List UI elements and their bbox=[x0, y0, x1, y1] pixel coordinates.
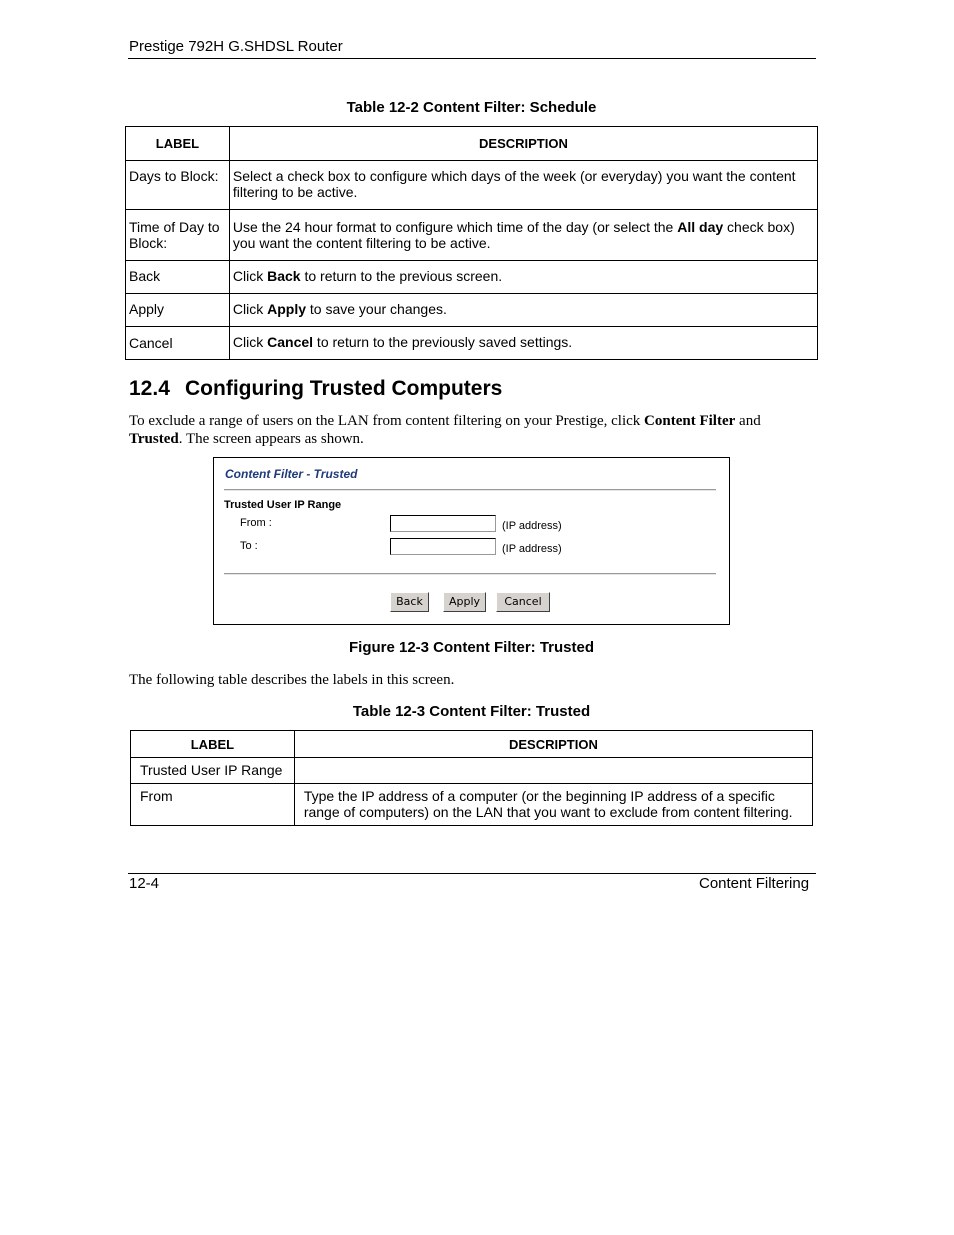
table-row bbox=[126, 327, 818, 360]
row-label: Cancel bbox=[129, 335, 173, 351]
row-label: Trusted User IP Range bbox=[140, 762, 283, 778]
row-description: Type the IP address of a computer (or the beginning IP address of a specific range of computers) on the LAN that you want to exclude from content filtering. bbox=[303, 788, 793, 820]
trusted-range-heading: Trusted User IP Range bbox=[224, 499, 342, 511]
table-12-2-caption: Table 12-2 Content Filter: Schedule bbox=[346, 99, 597, 116]
schedule-table bbox=[125, 126, 818, 360]
table-row bbox=[126, 261, 818, 294]
row-label: Apply bbox=[129, 301, 165, 317]
table-row bbox=[126, 294, 818, 327]
section-number: 12.4 bbox=[129, 377, 170, 400]
to-ip-hint: (IP address) bbox=[502, 543, 562, 555]
page-number: 12-4 bbox=[129, 875, 160, 892]
trusted-table bbox=[130, 730, 813, 826]
cancel-button[interactable]: Cancel bbox=[496, 592, 550, 612]
intro-paragraph: To exclude a range of users on the LAN from content filtering on your Prestige, click Content Filter and Trusted. The screen appears as shown. bbox=[129, 413, 761, 447]
header-rule bbox=[128, 58, 816, 59]
row-label: Time of Day to Block: bbox=[129, 219, 220, 251]
col-header-label: LABEL bbox=[126, 127, 230, 161]
from-ip-input[interactable] bbox=[390, 515, 496, 532]
row-description: Click Cancel to return to the previously saved settings. bbox=[232, 334, 573, 350]
footer-rule bbox=[128, 873, 816, 874]
row-description: Click Back to return to the previous screen. bbox=[232, 268, 503, 284]
table-row bbox=[126, 161, 818, 210]
trusted-screen-figure bbox=[213, 457, 730, 625]
from-ip-hint: (IP address) bbox=[502, 520, 562, 532]
row-description: Click Apply to save your changes. bbox=[232, 301, 447, 317]
chapter-name: Content Filtering bbox=[699, 875, 810, 892]
to-label: To : bbox=[240, 540, 258, 552]
row-description: Use the 24 hour format to configure which time of the day (or select the All day check box) you want the content filtering to be active. bbox=[232, 219, 795, 251]
apply-button[interactable]: Apply bbox=[443, 592, 486, 612]
from-label: From : bbox=[240, 517, 272, 529]
col-header-description: DESCRIPTION bbox=[294, 731, 812, 758]
table-row bbox=[131, 758, 813, 784]
row-label: From bbox=[140, 788, 173, 804]
back-button[interactable]: Back bbox=[390, 592, 429, 612]
following-paragraph: The following table describes the labels in this screen. bbox=[129, 672, 455, 688]
to-ip-input[interactable] bbox=[390, 538, 496, 555]
running-header: Prestige 792H G.SHDSL Router bbox=[129, 38, 343, 55]
figure-12-3-caption: Figure 12-3 Content Filter: Trusted bbox=[348, 639, 595, 656]
col-header-description: DESCRIPTION bbox=[229, 127, 817, 161]
section-heading bbox=[129, 377, 502, 401]
screen-title: Content Filter - Trusted bbox=[225, 467, 358, 481]
row-label: Back bbox=[129, 268, 161, 284]
title-divider bbox=[224, 489, 716, 491]
col-header-label: LABEL bbox=[131, 731, 295, 758]
row-description bbox=[295, 758, 812, 762]
table-row bbox=[126, 210, 818, 261]
row-description: Select a check box to configure which days of the week (or everyday) you want the content filtering to be active. bbox=[232, 168, 796, 200]
table-row bbox=[131, 784, 813, 826]
row-label: Days to Block: bbox=[129, 168, 219, 184]
section-title: Configuring Trusted Computers bbox=[185, 377, 503, 400]
table-12-3-caption: Table 12-3 Content Filter: Trusted bbox=[352, 703, 591, 720]
button-divider bbox=[224, 573, 716, 575]
